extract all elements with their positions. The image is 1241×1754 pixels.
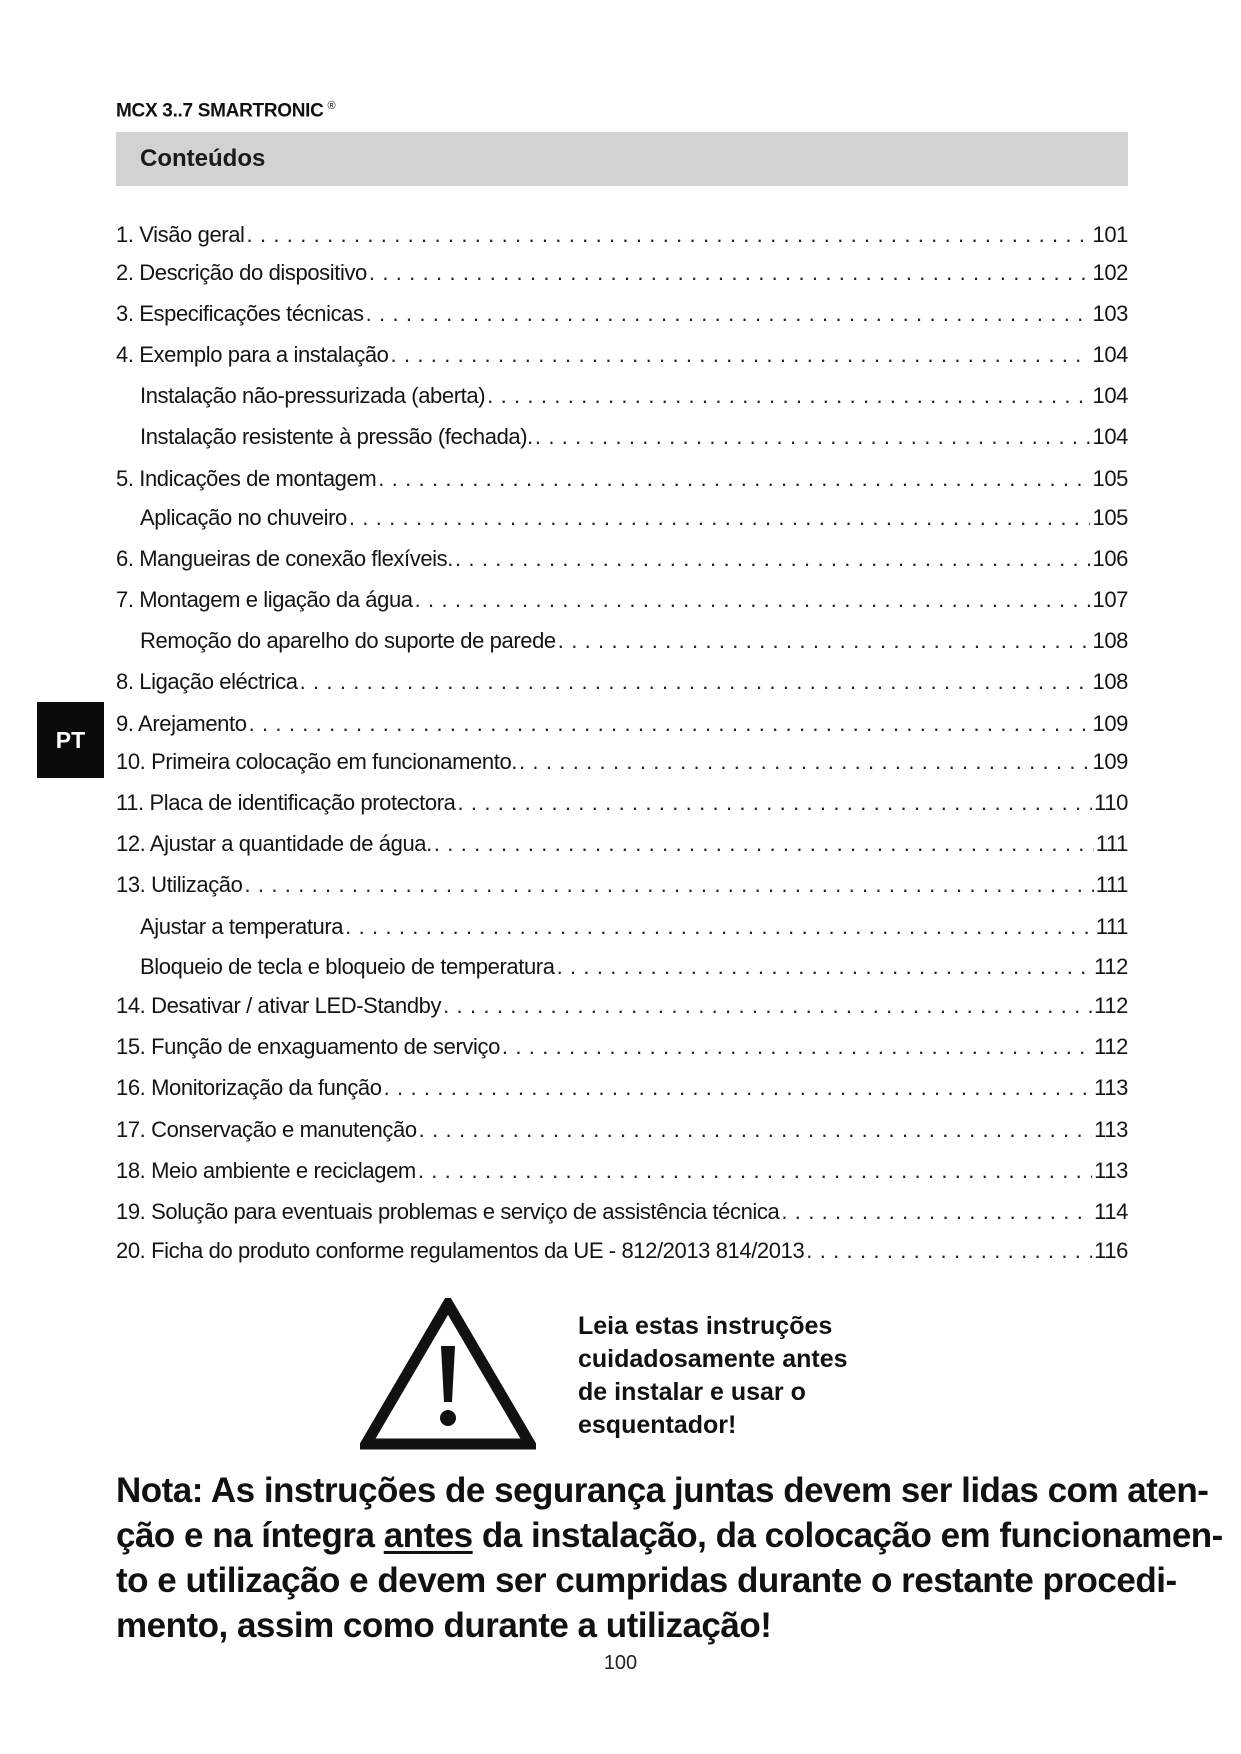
toc-entry <box>116 711 1128 743</box>
note-line: to e utilização e devem ser cumpridas durante o restante procedi- <box>116 1561 1177 1600</box>
toc-leader-dots <box>384 1075 1093 1101</box>
toc-entry-page: 116 <box>1094 1238 1128 1263</box>
toc-leader-dots <box>557 954 1093 980</box>
toc-entry-page: 113 <box>1094 1117 1128 1142</box>
toc-entry-label: 20. Ficha do produto conforme regulamentos da UE - 812/2013 814/2013 <box>116 1238 805 1263</box>
toc-entry-label: 3. Especificações técnicas <box>116 301 364 326</box>
toc-leader-dots <box>502 1034 1092 1060</box>
toc-entry-label: 2. Descrição do dispositivo <box>116 260 367 285</box>
toc-entry-label: 12. Ajustar a quantidade de água. <box>116 831 432 856</box>
toc-entry <box>116 505 1128 537</box>
toc-entry-page: 107 <box>1092 587 1128 612</box>
section-title: Conteúdos <box>140 145 266 172</box>
toc-entry-label: 8. Ligação eléctrica <box>116 669 298 694</box>
toc-entry-label: 7. Montagem e ligação da água <box>116 587 413 612</box>
toc-entry-label: 1. Visão geral <box>116 222 245 247</box>
toc-entry-page: 108 <box>1092 669 1128 694</box>
toc-entry-page: 111 <box>1095 872 1128 897</box>
toc-entry-label: Bloqueio de tecla e bloqueio de temperatura <box>140 954 555 979</box>
toc-entry-page: 112 <box>1094 954 1128 979</box>
toc-leader-dots <box>806 1238 1092 1264</box>
note-text: ção e na íntegra <box>116 1516 384 1555</box>
toc-entry <box>116 1158 1128 1190</box>
toc-leader-dots <box>535 424 1091 450</box>
toc-entry-label: 19. Solução para eventuais problemas e serviço de assistência técnica <box>116 1199 780 1224</box>
toc-entry-label: 9. Arejamento <box>116 711 247 736</box>
toc-entry <box>116 222 1128 254</box>
toc-entry-label: 18. Meio ambiente e reciclagem <box>116 1158 416 1183</box>
toc-entry-page: 110 <box>1094 790 1128 815</box>
toc-entry <box>116 1075 1128 1107</box>
toc-entry <box>116 1117 1128 1149</box>
toc-leader-dots <box>366 301 1091 327</box>
toc-leader-dots <box>345 914 1094 940</box>
toc-leader-dots <box>419 1117 1092 1143</box>
toc-leader-dots <box>349 505 1091 531</box>
toc-entry <box>116 993 1128 1025</box>
toc-entry <box>116 831 1128 863</box>
toc-leader-dots <box>443 993 1092 1019</box>
toc-entry <box>116 669 1128 701</box>
toc-entry-page: 104 <box>1092 342 1128 367</box>
toc-entry-label: Ajustar a temperatura <box>140 914 344 939</box>
toc-entry-label: 16. Monitorização da função <box>116 1075 382 1100</box>
section-title-bar <box>116 132 1128 186</box>
toc-leader-dots <box>457 790 1092 816</box>
toc-entry <box>116 1034 1128 1066</box>
toc-entry <box>116 628 1128 660</box>
model-text: MCX 3..7 SMARTRONIC <box>116 100 324 122</box>
toc-entry-page: 111 <box>1095 831 1128 856</box>
toc-entry-label: Aplicação no chuveiro <box>140 505 347 530</box>
toc-entry-page: 108 <box>1092 628 1128 653</box>
toc-entry <box>116 301 1128 333</box>
model-name <box>116 100 335 122</box>
toc-entry <box>116 872 1128 904</box>
page-number: 100 <box>603 1652 638 1674</box>
toc-entry-page: 113 <box>1094 1158 1128 1183</box>
toc-leader-dots <box>487 383 1090 409</box>
note-line: mento, assim como durante a utilização! <box>116 1606 772 1645</box>
toc-entry-page: 111 <box>1095 914 1128 939</box>
toc-entry <box>116 466 1128 498</box>
toc-entry <box>116 587 1128 619</box>
toc-entry-page: 105 <box>1092 466 1128 491</box>
toc-entry-page: 106 <box>1092 546 1128 571</box>
toc-entry <box>116 260 1128 292</box>
warning-line: de instalar e usar o <box>578 1378 806 1406</box>
toc-leader-dots <box>378 466 1090 492</box>
toc-entry-page: 104 <box>1092 383 1128 408</box>
toc-entry <box>116 1238 1128 1270</box>
note-text: da instalação, da colocação em funcionamen- <box>472 1516 1223 1555</box>
toc-entry-label: 10. Primeira colocação em funcionamento. <box>116 749 517 774</box>
toc-leader-dots <box>434 831 1094 857</box>
toc-entry-label: Remoção do aparelho do suporte de parede <box>140 628 556 653</box>
toc-entry-page: 114 <box>1094 1199 1128 1224</box>
toc-leader-dots <box>558 628 1091 654</box>
toc-entry-label: 4. Exemplo para a instalação <box>116 342 389 367</box>
toc-entry-label: 14. Desativar / ativar LED-Standby <box>116 993 442 1018</box>
note-line: Nota: As instruções de segurança juntas devem ser lidas com aten- <box>116 1471 1209 1510</box>
toc-leader-dots <box>391 342 1091 368</box>
toc-entry-label: 6. Mangueiras de conexão flexíveis. <box>116 546 453 571</box>
toc-entry-label: Instalação não-pressurizada (aberta) <box>140 383 486 408</box>
toc-leader-dots <box>418 1158 1092 1184</box>
toc-entry-page: 101 <box>1092 222 1128 247</box>
toc-entry-page: 104 <box>1092 424 1128 449</box>
warning-message <box>578 1310 878 1442</box>
safety-note <box>116 1468 1223 1648</box>
toc-entry-page: 109 <box>1092 711 1128 736</box>
toc-entry <box>116 383 1128 415</box>
toc-entry <box>116 749 1128 781</box>
registered-mark: ® <box>327 100 336 112</box>
toc-entry-page: 103 <box>1092 301 1128 326</box>
warning-triangle-icon <box>360 1298 536 1450</box>
toc-entry <box>116 342 1128 374</box>
toc-entry-label: 15. Função de enxaguamento de serviço <box>116 1034 500 1059</box>
toc-entry <box>116 914 1128 946</box>
note-emphasis: antes <box>383 1516 473 1555</box>
toc-leader-dots <box>781 1199 1092 1225</box>
note-line <box>116 1513 1223 1558</box>
toc-entry-label: 13. Utilização <box>116 872 243 897</box>
toc-leader-dots <box>249 711 1091 737</box>
toc-entry-page: 113 <box>1094 1075 1128 1100</box>
toc-entry-page: 112 <box>1094 1034 1128 1059</box>
toc-entry-label: 5. Indicações de montagem <box>116 466 377 491</box>
toc-leader-dots <box>369 260 1091 286</box>
toc-entry-label: 17. Conservação e manutenção <box>116 1117 417 1142</box>
toc-entry <box>116 954 1128 986</box>
toc-entry-page: 112 <box>1094 993 1128 1018</box>
toc-leader-dots <box>247 222 1091 248</box>
toc-entry <box>116 546 1128 578</box>
toc-entry-page: 109 <box>1092 749 1128 774</box>
warning-line: cuidadosamente antes <box>578 1345 848 1373</box>
toc-entry-page: 102 <box>1092 260 1128 285</box>
toc-entry <box>116 424 1128 456</box>
toc-entry <box>116 790 1128 822</box>
warning-line: esquentador! <box>578 1411 737 1439</box>
toc-leader-dots <box>415 587 1091 613</box>
language-tab: PT <box>37 702 104 778</box>
toc-leader-dots <box>519 749 1090 775</box>
toc-leader-dots <box>300 669 1091 695</box>
toc-leader-dots <box>244 872 1093 898</box>
toc-entry <box>116 1199 1128 1231</box>
toc-leader-dots <box>455 546 1091 572</box>
toc-entry-label: 11. Placa de identificação protectora <box>116 790 456 815</box>
toc-entry-label: Instalação resistente à pressão (fechada). <box>140 424 533 449</box>
warning-line: Leia estas instruções <box>578 1312 833 1340</box>
toc-entry-page: 105 <box>1092 505 1128 530</box>
